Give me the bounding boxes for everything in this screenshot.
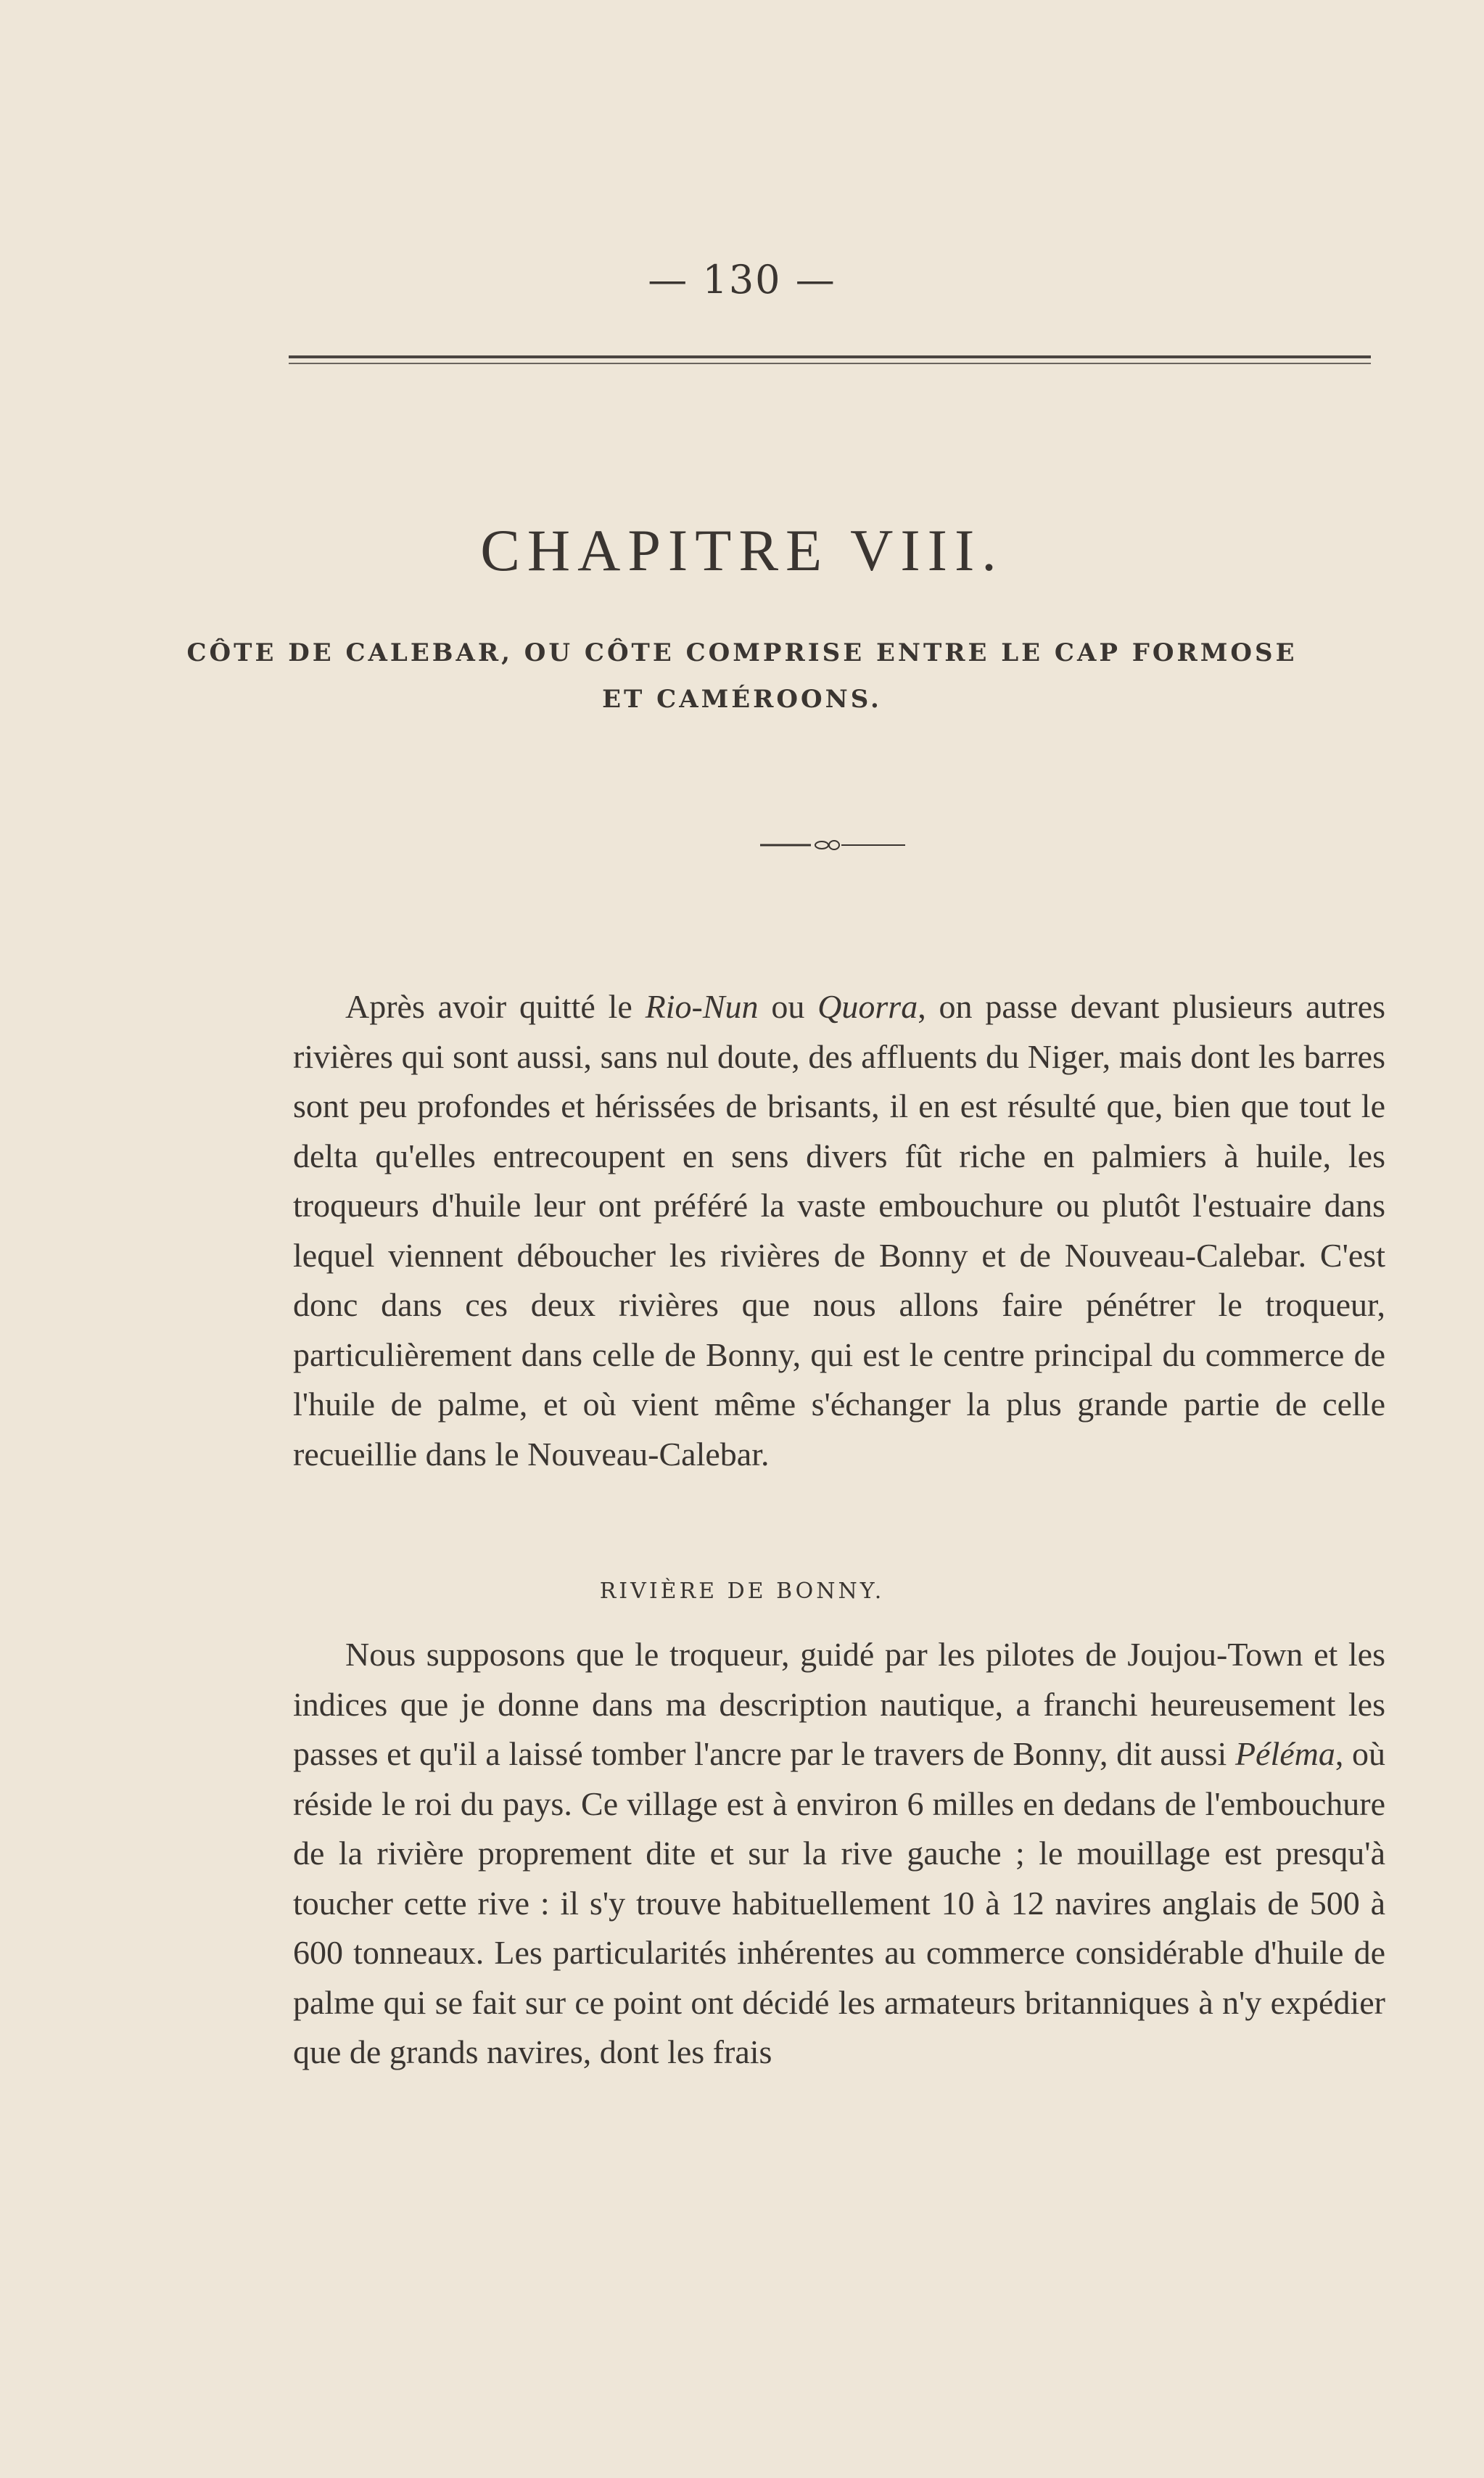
section-heading: RIVIÈRE DE BONNY. [599,1578,885,1604]
paragraph-2-start: Nous supposons que le troqueur, guidé par les pilotes de Joujou-Town et les indices que je donne dans ma description nautique, a franchi heureusement les passes et qu'il a laissé tomber l'ancre par le travers de Bonny, dit aussi [293,1636,1385,1772]
paragraph-1 [293,982,1385,1479]
paragraph-1-text [293,982,1385,1479]
header-rule [289,355,1371,358]
paragraph-1-italic-quorra: Quorra [817,988,918,1025]
ornament-divider [760,834,905,856]
header-rule-thin [289,363,1371,364]
paragraph-2-rest: , où réside le roi du pays. Ce village est à environ 6 milles en dedans de l'embouchure de la rivière proprement dite et sur la rive gauche ; le mouillage est presqu'à toucher cette rive : il s'y trouve habituellement 10 à 12 navires anglais de 500 à 600 tonneaux. Les particularités inhérentes au commerce considérable d'huile de palme qui se fait sur ce point ont décidé les armateurs britanniques à n'y expédier que de grands navires, dont les frais [293,1735,1386,2070]
paragraph-2-text [293,1630,1385,2078]
paragraph-1-italic-rio-nun: Rio-Nun [645,988,759,1025]
paragraph-1-start: Après avoir quitté le [345,988,646,1025]
paragraph-1-rest: , on passe devant plusieurs autres rivières qui sont aussi, sans nul doute, des affluents du Niger, mais dont les barres sont peu profondes et hérissées de brisants, il en est résulté que, bien que tout le delta qu'elles entrecoupent en sens divers fût riche en palmiers à huile, les troqueurs d'huile leur ont préféré la vaste embouchure ou plutôt l'estuaire dans lequel viennent déboucher les rivières de Bonny et de Nouveau-Calebar. C'est donc dans ces deux rivières que nous allons faire pénétrer le troqueur, particulièrement dans celle de Bonny, qui est le centre principal du commerce de l'huile de palme, et où vient même s'échanger la plus grande partie de celle recueillie dans le Nouveau-Calebar. [293,988,1386,1473]
chapter-title: CHAPITRE VIII. [480,517,1004,583]
chapter-subtitle-line2: ET CAMÉROONS. [602,685,882,714]
chapter-subtitle [0,630,1484,723]
chapter-subtitle-line1: CÔTE DE CALEBAR, OU CÔTE COMPRISE ENTRE LE CAP FORMOSE [186,638,1298,667]
paragraph-2-italic-pelema: Péléma [1234,1735,1335,1772]
paragraph-1-mid: ou [758,988,818,1025]
paragraph-2 [293,1630,1385,2078]
page-number: — 130 — [648,257,836,302]
